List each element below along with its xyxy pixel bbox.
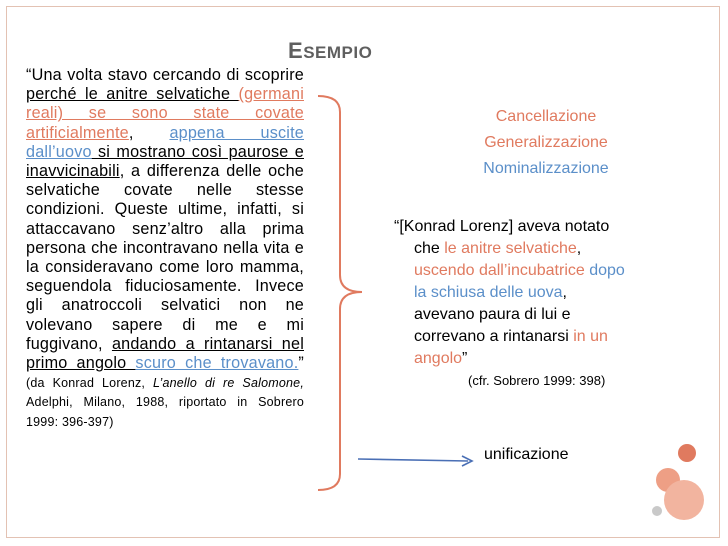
arrow-line	[358, 459, 468, 461]
legend-nominalizzazione: Nominalizzazione	[483, 160, 609, 177]
citation: (cfr. Sobrero 1999: 398)	[468, 373, 606, 388]
paraphrase: “[Konrad Lorenz] aveva notato che le anitre selvatiche, uscendo dall’incubatrice dopo la schiusa delle uova, avevano paura di lui e correvano a rintanarsi in un angolo”	[394, 218, 625, 367]
highlight-cancellation: (germani reali) se sono state covate artificialmente	[26, 85, 304, 142]
highlight-nominalization: scuro che trovavano.	[135, 354, 299, 373]
quote-source: (da Konrad Lorenz, L’anello di re Salomone, Adelphi, Milano, 1988, riportato in Sobrero 1999: 396-397)	[26, 376, 304, 429]
underlined-phrase: perché le anitre selvatiche	[26, 85, 239, 104]
legend-cancellazione: Cancellazione	[495, 108, 597, 125]
curly-brace	[318, 96, 362, 490]
highlight-nominalization: appena uscite dall’uovo	[26, 123, 304, 161]
legend-generalizzazione: Generalizzazione	[484, 134, 608, 151]
underlined-phrase: si mostrano così paurose e inavvicinabili	[26, 142, 304, 181]
unification-label: unificazione	[484, 446, 569, 463]
lorenz-quote: “Una volta stavo cercando di scoprire perché le anitre selvatiche (germani reali) se sono state covate artificialmente, appena uscite dall’uovo si mostrano così paurose e inavvicinabili, a differenza delle oche selvatiche covate nelle stesse condizioni. Queste ultime, infatti, si attaccavano senz’altro alla prima persona che incontravano nella vita e la consideravano come loro mamma, seguendola fiduciosamente. Invece gli anatroccoli selvatici non ne volevano sapere di me e mi fuggivano, andando a rintanarsi nel primo angolo scuro che trovavano.” (da Konrad Lorenz, L’anello di re Salomone, Adelphi, Milano, 1988, riportato in Sobrero 1999: 396-397)	[26, 66, 305, 429]
slide-title: ESEMPIO	[288, 38, 373, 63]
underlined-phrase: andando a rintanarsi nel primo angolo	[26, 334, 304, 373]
